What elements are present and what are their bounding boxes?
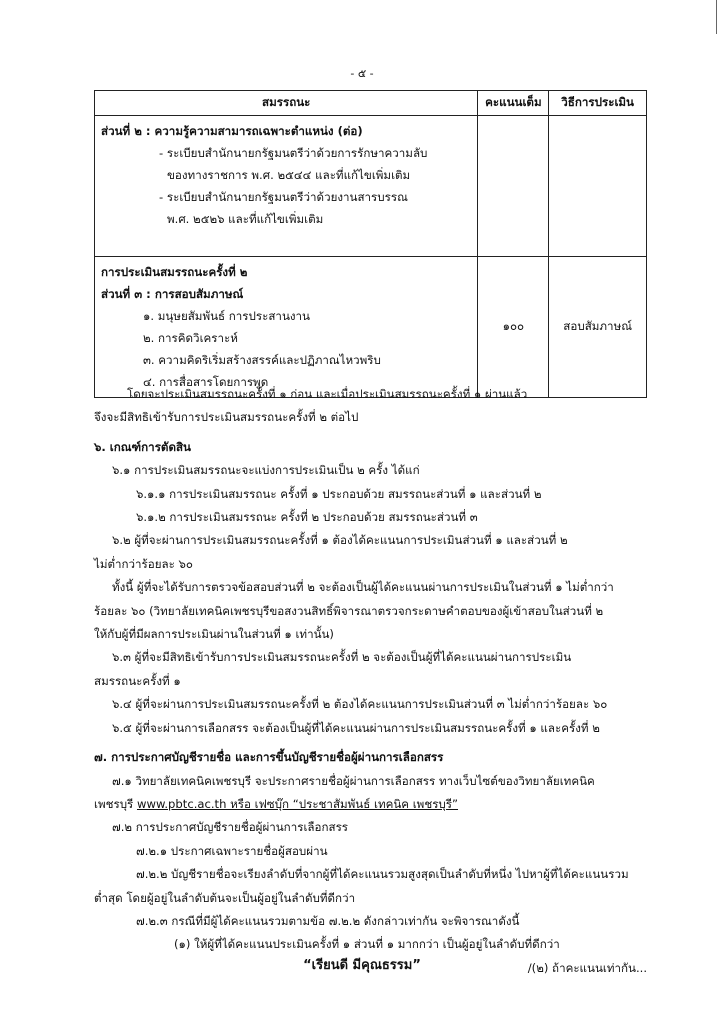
section6-item: ๖.๔ ผู้ที่จะผ่านการประเมินสมรรถนะครั้งที่ ๒ ต้องได้คะแนนการประเมินส่วนที่ ๓ ไม่ต่ำกว่าร้อยละ ๖๐ (112, 697, 608, 712)
page-edge-mark (716, 0, 724, 34)
row1-score-cell (478, 116, 549, 257)
criteria-table (94, 90, 647, 398)
section7-item (94, 793, 647, 816)
row1-method-cell (549, 116, 647, 257)
section6-heading: ๖. เกณฑ์การตัดสิน (94, 439, 191, 454)
row1-competency-cell (95, 116, 478, 257)
section6-item: ๖.๒ ผู้ที่จะผ่านการประเมินสมรรถนะครั้งที่ ๑ ต้องได้คะแนนการประเมินส่วนที่ ๑ และส่วนที่ ๒ (112, 533, 568, 548)
row2-item: ๒. การคิดวิเคราะห์ (143, 331, 238, 345)
table-row (95, 116, 647, 257)
row2-item: ๑. มนุษยสัมพันธ์ การประสานงาน (143, 309, 310, 323)
section7-item: (๑) ให้ผู้ที่ได้คะแนนประเมินครั้งที่ ๑ ส่วนที่ ๑ มากกว่า เป็นผู้อยู่ในลำดับที่ดีกว่า (174, 937, 560, 952)
section6-item: สมรรถนะครั้งที่ ๑ (94, 673, 181, 688)
row2-method-cell: สอบสัมภาษณ์ (549, 257, 647, 398)
row2-item: ๓. ความคิดริเริ่มสร้างสรรค์และปฏิภาณไหวพริบ (143, 353, 381, 367)
row1-title: ส่วนที่ ๒ : ความรู้ความสามารถเฉพาะตำแหน่ง (ต่อ) (101, 124, 363, 138)
row1-line: ของทางราชการ พ.ศ. ๒๕๔๔ และที่แก้ไขเพิ่มเติม (167, 168, 411, 182)
document-body (94, 383, 647, 980)
table-row (95, 257, 647, 398)
continuation-note: /(๒) ถ้าคะแนนเท่ากัน... (527, 960, 647, 975)
section7-item: ต่ำสุด โดยผู้อยู่ในลำดับต้นจะเป็นผู้อยู่ในลำดับที่ดีกว่า (94, 890, 356, 905)
header-competency: สมรรถนะ (95, 91, 478, 116)
section6-item: ทั้งนี้ ผู้ที่จะได้รับการตรวจข้อสอบส่วนที่ ๒ จะต้องเป็นผู้ได้คะแนนผ่านการประเมินในส่วนที่ ๑ ไม่ต่ำกว่า (112, 580, 614, 595)
section6-item: ให้กับผู้ที่มีผลการประเมินผ่านในส่วนที่ ๑ เท่านั้น) (94, 627, 334, 642)
row1-line: พ.ศ. ๒๕๒๖ และที่แก้ไขเพิ่มเติม (167, 212, 324, 226)
row2-score-cell: ๑๐๐ (478, 257, 549, 398)
section7-item: ๗.๒.๒ บัญชีรายชื่อจะเรียงลำดับที่จากผู้ที่ได้คะแนนรวมสูงสุดเป็นลำดับที่หนึ่ง ไปหาผู้ที่ได้คะแนนรวม (136, 867, 629, 882)
page-number: - ๕ - (350, 67, 374, 80)
section6-item: ไม่ต่ำกว่าร้อยละ ๖๐ (94, 556, 193, 571)
intro-line: จึงจะมีสิทธิเข้ารับการประเมินสมรรถนะครั้งที่ ๒ ต่อไป (94, 410, 359, 425)
section7-heading: ๗. การประกาศบัญชีรายชื่อ และการขึ้นบัญชีรายชื่อผู้ผ่านการเลือกสรร (94, 750, 444, 765)
section6-item: ๖.๑.๑ การประเมินสมรรถนะ ครั้งที่ ๑ ประกอบด้วย สมรรถนะส่วนที่ ๑ และส่วนที่ ๒ (136, 486, 542, 501)
row2-item: ๔. การสื่อสารโดยการพูด (143, 375, 269, 389)
section7-text: เพชรบุรี (94, 796, 137, 811)
intro-line: โดยจะประเมินสมรรถนะครั้งที่ ๑ ก่อน และเมื่อประเมินสมรรถนะครั้งที่ ๑ ผ่านแล้ว (127, 387, 528, 401)
website-link[interactable]: www.pbtc.ac.th หรือ เฟซบุ๊ก “ประชาสัมพันธ์ เทคนิค เพชรบุรี” (136, 796, 459, 811)
section7-item: ๗.๑ วิทยาลัยเทคนิคเพชรบุรี จะประกาศรายชื่อผู้ผ่านการเลือกสรร ทางเว็บไซต์ของวิทยาลัยเทคนิค (112, 773, 595, 788)
table-header-row (95, 91, 647, 116)
row1-line: - ระเบียบสำนักนายกรัฐมนตรีว่าด้วยการรักษาความลับ (159, 146, 428, 160)
header-method: วิธีการประเมิน (549, 91, 647, 116)
section7-item: ๗.๒ การประกาศบัญชีรายชื่อผู้ผ่านการเลือกสรร (112, 820, 349, 835)
header-full-score: คะแนนเต็ม (478, 91, 549, 116)
section6-item: ๖.๕ ผู้ที่จะผ่านการเลือกสรร จะต้องเป็นผู้ที่ได้คะแนนผ่านการประเมินสมรรถนะครั้งที่ ๑ และครั้งที่ ๒ (112, 720, 600, 735)
section6-item: ๖.๑ การประเมินสมรรถนะจะแบ่งการประเมินเป็น ๒ ครั้ง ได้แก่ (112, 463, 420, 478)
row2-subtitle: ส่วนที่ ๓ : การสอบสัมภาษณ์ (101, 287, 244, 301)
row1-line: - ระเบียบสำนักนายกรัฐมนตรีว่าด้วยงานสารบรรณ (159, 190, 408, 204)
row2-title: การประเมินสมรรถนะครั้งที่ ๒ (101, 265, 248, 279)
section7-item: ๗.๒.๑ ประกาศเฉพาะรายชื่อผู้สอบผ่าน (136, 843, 328, 858)
row2-competency-cell (95, 257, 478, 398)
section6-item: ๖.๑.๒ การประเมินสมรรถนะ ครั้งที่ ๒ ประกอบด้วย สมรรถนะส่วนที่ ๓ (136, 510, 478, 525)
section6-item: ๖.๓ ผู้ที่จะมีสิทธิเข้ารับการประเมินสมรรถนะครั้งที่ ๒ จะต้องเป็นผู้ที่ได้คะแนนผ่านการประเมิน (112, 650, 572, 665)
section6-item: ร้อยละ ๖๐ (วิทยาลัยเทคนิคเพชรบุรีขอสงวนสิทธิ์พิจารณาตรวจกระดาษคำตอบของผู้เข้าสอบในส่วนที่ ๒ (94, 603, 604, 618)
footer-motto: “เรียนดี มีคุณธรรม” (303, 958, 421, 973)
section7-item: ๗.๒.๓ กรณีที่มีผู้ได้คะแนนรวมตามข้อ ๗.๒.๒ ดังกล่าวเท่ากัน จะพิจารณาดังนี้ (136, 913, 520, 928)
